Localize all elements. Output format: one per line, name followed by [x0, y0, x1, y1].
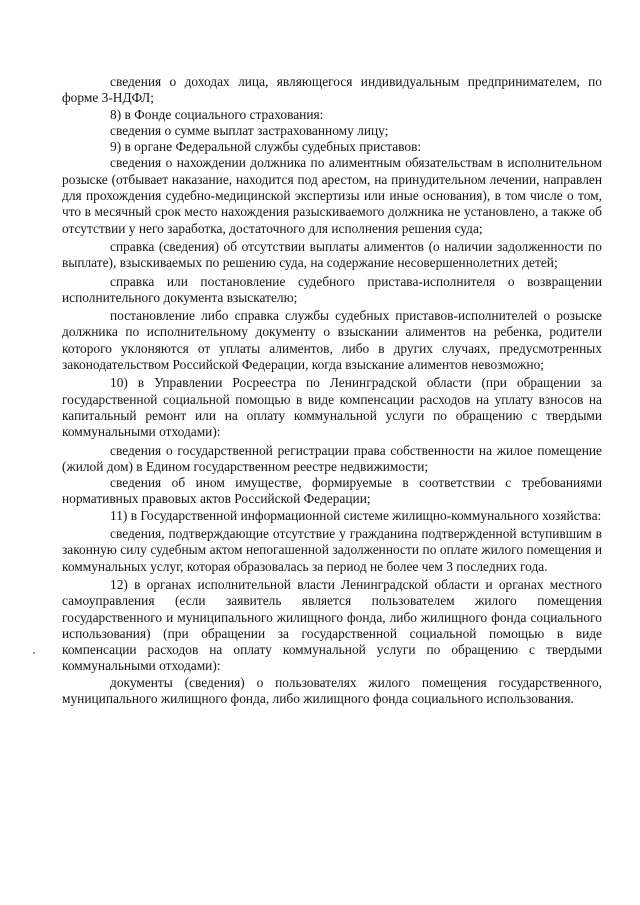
- paragraph-debtor-search: сведения о нахождении должника по алиментным обязательствам в исполнительном розыске (отбывает наказание, находится под арестом, на принудительном лечении, направлен для прохождения судебно-медицинской экспертизы или иные основания), в том числе о том, что в месячный срок место нахождения разыскиваемого должника не установлено, а также об отсутствии у него заработка, достаточного для исполнения решения суда;: [62, 155, 602, 236]
- paragraph-insured-payments: сведения о сумме выплат застрахованному лицу;: [110, 122, 389, 138]
- paragraph-bailiff-decision: справка или постановление судебного пристава-исполнителя о возвращении исполнительного документа взыскателю;: [62, 273, 602, 305]
- paragraph-item-11-heading: 11) в Государственной информационной системе жилищно-коммунального хозяйства:: [110, 507, 602, 523]
- paragraph-housing-users: документы (сведения) о пользователях жилого помещения государственного, муниципального жилищного фонда, либо жилищного фонда социального использования.: [62, 674, 602, 706]
- paragraph-item-8-heading: 8) в Фонде социального страхования:: [110, 106, 324, 122]
- paragraph-property-registration: сведения о государственной регистрации права собственности на жилое помещение (жилой дом) в Едином государственном реестре недвижимости;: [62, 442, 602, 474]
- paragraph-item-10-heading: 10) в Управлении Росреестра по Ленинградской области (при обращении за государственной социальной помощью в виде компенсации расходов на уплату взносов на капитальный ремонт или на оплату коммунальной услуги по обращению с твердыми коммунальными отходами):: [62, 375, 602, 440]
- paragraph-alimony-certificate: справка (сведения) об отсутствии выплаты алиментов (о наличии задолженности по выплате), взыскиваемых по решению суда, на содержание несовершеннолетних детей;: [62, 238, 602, 271]
- document-body: [62, 74, 602, 707]
- paragraph-item-9-heading: 9) в органе Федеральной службы судебных приставов:: [110, 139, 422, 155]
- paragraph-search-decision: постановление либо справка службы судебных приставов-исполнителей о розыске должника по исполнительному документу о взыскании алиментов на ребенка, родители которого уклоняются от уплаты алиментов, либо в других случаях, предусмотренных законодательством Российской Федерации, когда взыскание алиментов невозможно;: [62, 308, 602, 373]
- paragraph-debt-absence: сведения, подтверждающие отсутствие у гражданина подтвержденной вступившим в законную силу судебным актом непогашенной задолженности по оплате жилого помещения и коммунальных услуг, которая образовалась за период не более чем 3 последних года.: [62, 526, 602, 574]
- paragraph-item-12-heading: 12) в органах исполнительной власти Ленинградской области и органах местного самоуправления (если заявитель является пользователем жилого помещения государственного и муниципального жилищного фонда, либо жилищного фонда социального использования) (при обращении за государственной социальной помощью в виде компенсации расходов на оплату коммунальной услуги по обращению с твердыми коммунальными отходами):: [62, 576, 602, 674]
- scan-speck: [33, 652, 35, 654]
- paragraph-income-3ndfl: сведения о доходах лица, являющегося индивидуальным предпринимателем, по форме 3-НДФЛ;: [62, 74, 602, 106]
- paragraph-other-property: сведения об ином имуществе, формируемые в соответствии с требованиями нормативных правовых актов Российской Федерации;: [62, 475, 602, 507]
